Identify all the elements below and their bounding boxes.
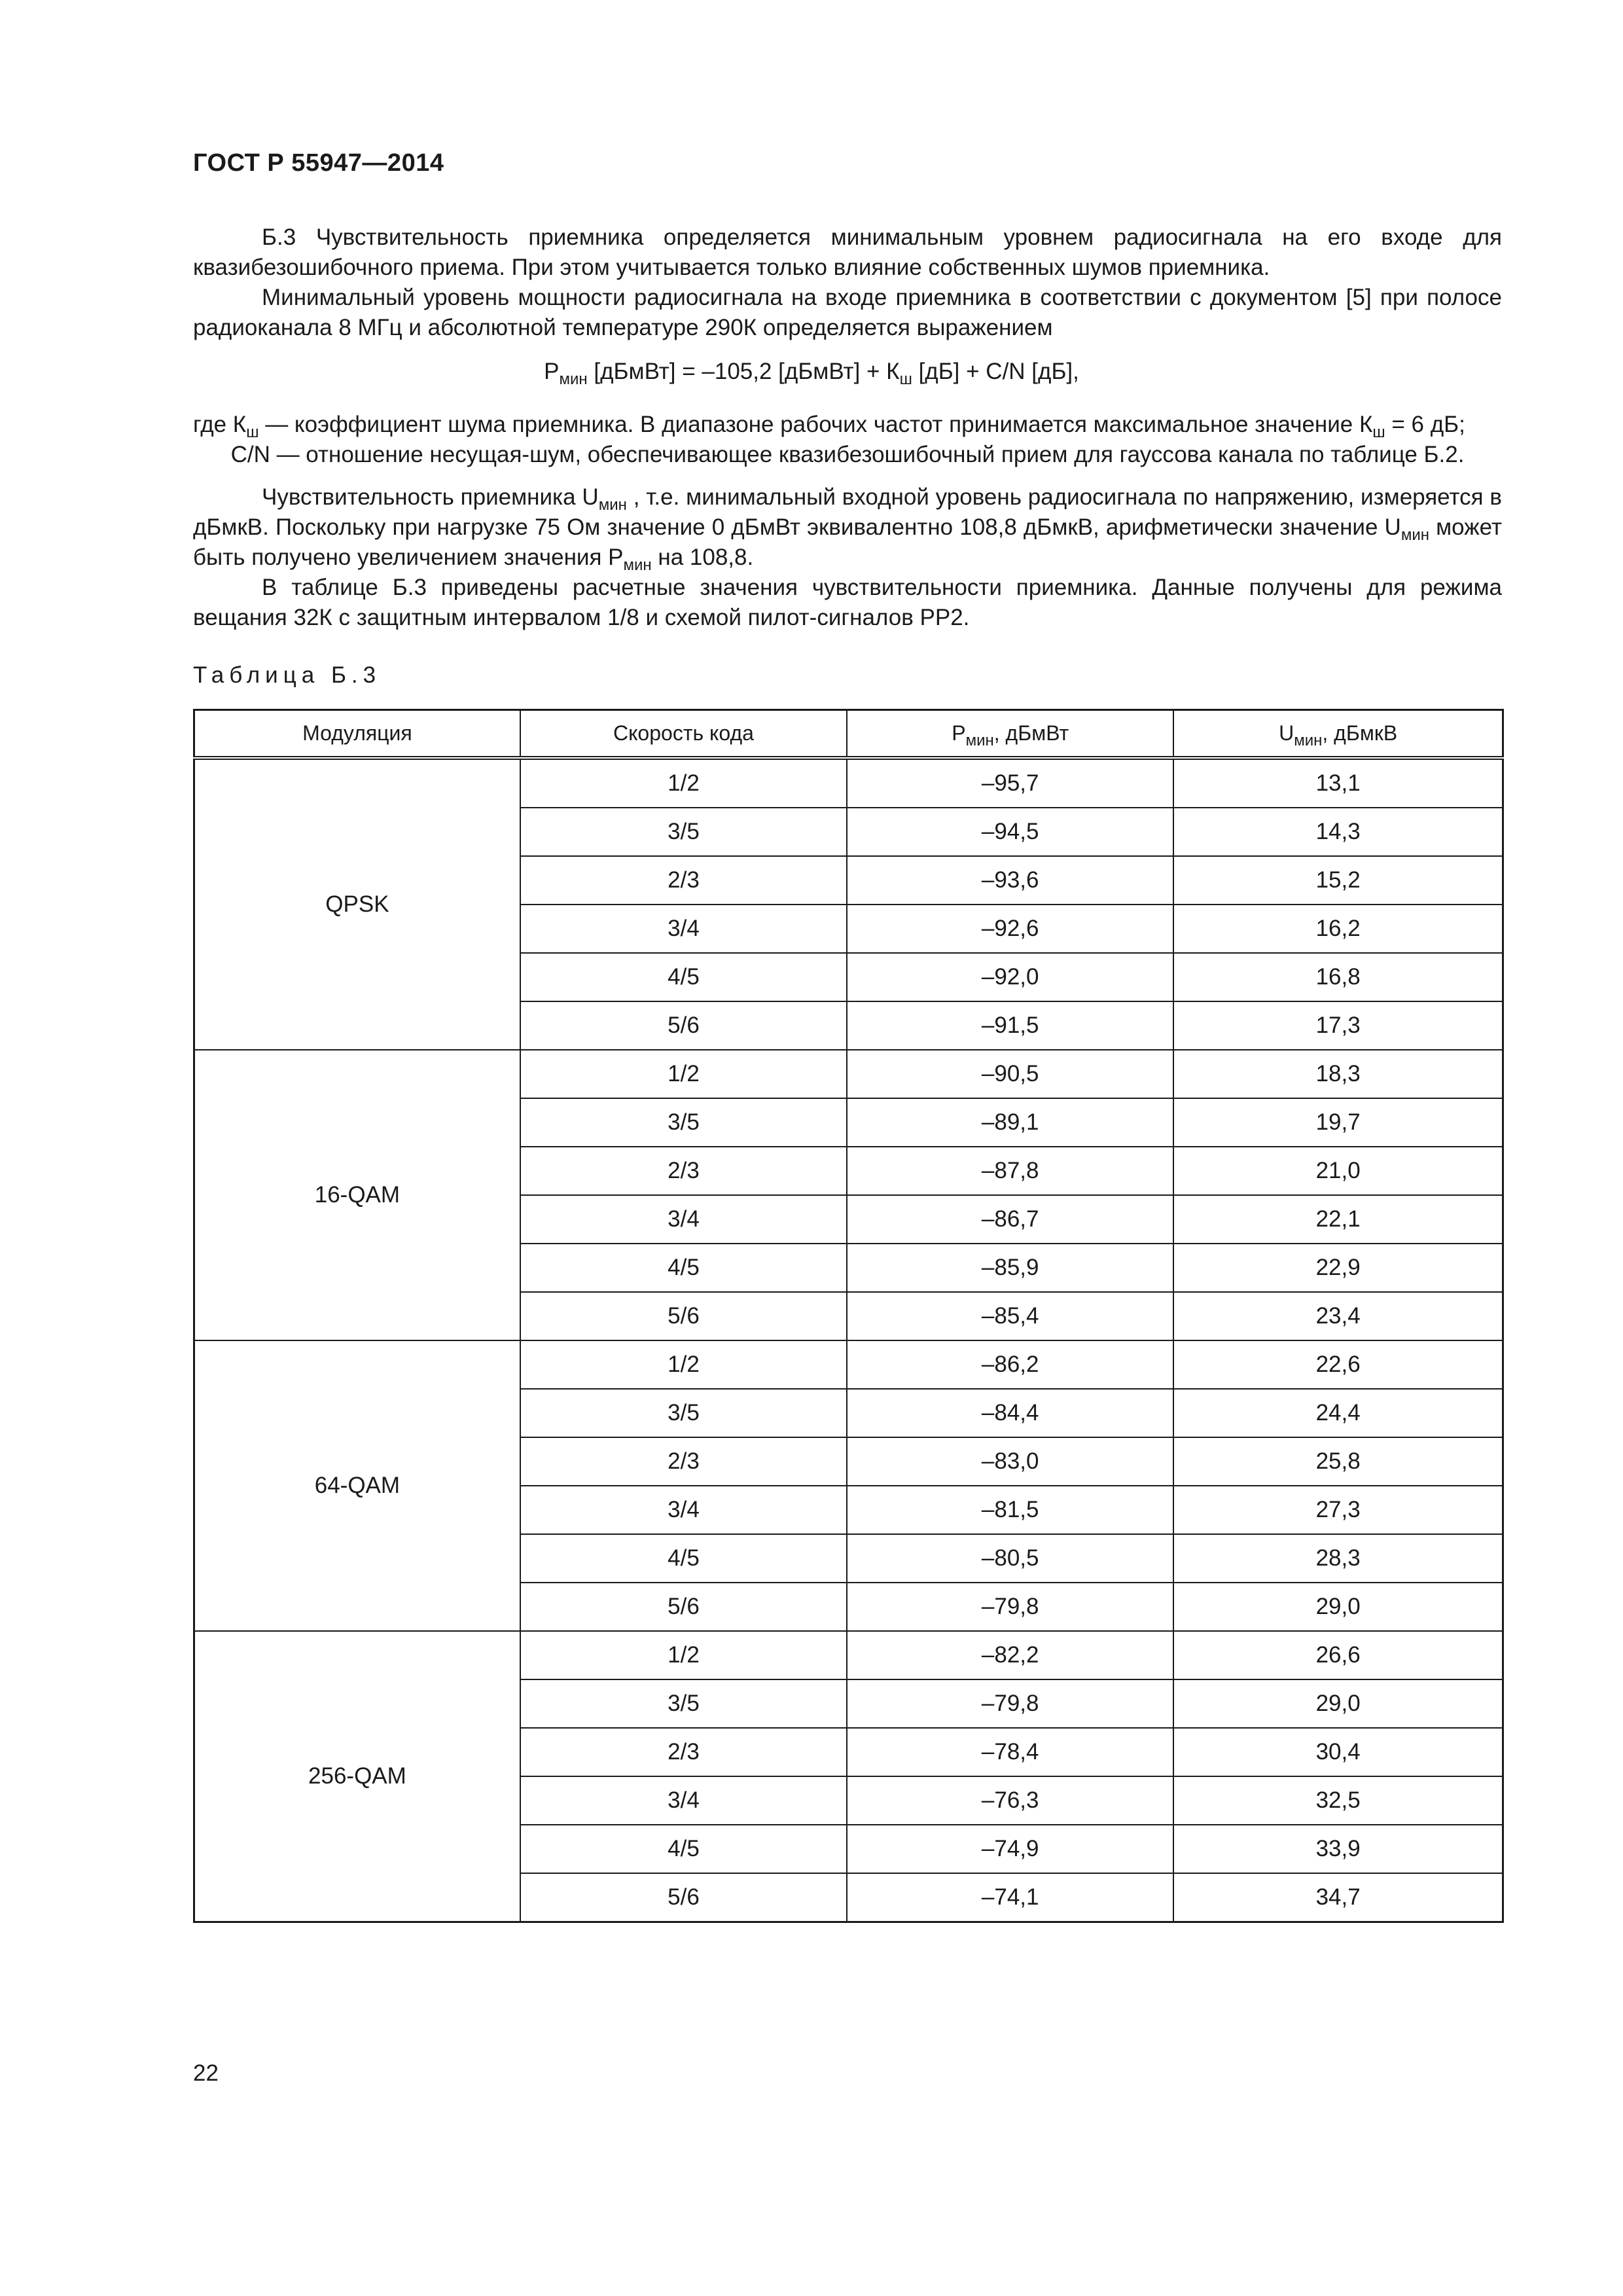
formula-mid: [дБмВт] = –105,2 [дБмВт] + К bbox=[587, 359, 900, 384]
p-min-cell: –83,0 bbox=[847, 1437, 1173, 1486]
p-min-cell: –79,8 bbox=[847, 1583, 1173, 1631]
u-min-cell: 16,2 bbox=[1173, 905, 1503, 953]
header-p-unit: , дБмВт bbox=[993, 721, 1069, 745]
code-rate-cell: 3/5 bbox=[520, 808, 847, 856]
legend-b: — коэффициент шума приемника. В диапазоне рабочих частот принимается максимальное значение К bbox=[259, 412, 1373, 437]
table-row bbox=[194, 758, 1503, 808]
code-rate-cell: 1/2 bbox=[520, 758, 847, 808]
table-body bbox=[194, 758, 1503, 1922]
header-u-sub: мин bbox=[1294, 732, 1323, 749]
p-min-cell: –86,2 bbox=[847, 1340, 1173, 1389]
p-min-cell: –78,4 bbox=[847, 1728, 1173, 1776]
header-p-min bbox=[847, 710, 1173, 759]
modulation-cell: 16-QAM bbox=[194, 1050, 520, 1340]
p-min-cell: –80,5 bbox=[847, 1534, 1173, 1583]
p-min-cell: –89,1 bbox=[847, 1098, 1173, 1147]
code-rate-cell: 3/5 bbox=[520, 1389, 847, 1437]
sensitivity-text bbox=[193, 482, 1502, 633]
p-min-cell: –74,9 bbox=[847, 1825, 1173, 1873]
u-min-cell: 24,4 bbox=[1173, 1389, 1503, 1437]
page-number: 22 bbox=[193, 2060, 219, 2086]
paragraph-table-intro: В таблице Б.3 приведены расчетные значения чувствительности приемника. Данные получены для режима вещания 32К с защитным интервалом 1/8 и схемой пилот-сигналов РР2. bbox=[193, 575, 1502, 630]
formula-end: [дБ] + С/N [дБ], bbox=[912, 359, 1079, 384]
sensitivity-table bbox=[193, 709, 1504, 1923]
code-rate-cell: 3/4 bbox=[520, 1776, 847, 1825]
u-min-cell: 30,4 bbox=[1173, 1728, 1503, 1776]
p-min-cell: –84,4 bbox=[847, 1389, 1173, 1437]
code-rate-cell: 1/2 bbox=[520, 1631, 847, 1679]
standard-title: ГОСТ Р 55947—2014 bbox=[193, 149, 444, 177]
table-row bbox=[194, 1050, 1503, 1098]
table-row bbox=[194, 1340, 1503, 1389]
code-rate-cell: 5/6 bbox=[520, 1583, 847, 1631]
intro-text bbox=[193, 223, 1502, 343]
code-rate-cell: 2/3 bbox=[520, 1728, 847, 1776]
code-rate-cell: 3/5 bbox=[520, 1098, 847, 1147]
table-caption: Таблица Б.3 bbox=[193, 662, 382, 688]
p-min-cell: –92,6 bbox=[847, 905, 1173, 953]
p3-d: на 108,8. bbox=[651, 545, 754, 570]
formula-legend bbox=[193, 410, 1502, 470]
modulation-cell: 256-QAM bbox=[194, 1631, 520, 1922]
u-min-cell: 18,3 bbox=[1173, 1050, 1503, 1098]
u-min-cell: 29,0 bbox=[1173, 1583, 1503, 1631]
u-min-cell: 23,4 bbox=[1173, 1292, 1503, 1340]
header-u-unit: , дБмкВ bbox=[1322, 721, 1398, 745]
header-p-symbol: P bbox=[952, 721, 966, 745]
code-rate-cell: 4/5 bbox=[520, 1244, 847, 1292]
code-rate-cell: 5/6 bbox=[520, 1873, 847, 1922]
legend-c: = 6 дБ; bbox=[1385, 412, 1465, 437]
p-min-cell: –94,5 bbox=[847, 808, 1173, 856]
code-rate-cell: 3/4 bbox=[520, 1486, 847, 1534]
u-min-cell: 19,7 bbox=[1173, 1098, 1503, 1147]
p-min-cell: –85,4 bbox=[847, 1292, 1173, 1340]
code-rate-cell: 2/3 bbox=[520, 856, 847, 905]
legend-line-noise bbox=[193, 410, 1502, 440]
p-min-cell: –91,5 bbox=[847, 1001, 1173, 1050]
modulation-cell: QPSK bbox=[194, 758, 520, 1050]
code-rate-cell: 1/2 bbox=[520, 1050, 847, 1098]
u-min-cell: 22,9 bbox=[1173, 1244, 1503, 1292]
header-modulation: Модуляция bbox=[194, 710, 520, 759]
code-rate-cell: 5/6 bbox=[520, 1292, 847, 1340]
u-min-cell: 26,6 bbox=[1173, 1631, 1503, 1679]
paragraph-sensitivity: Б.3 Чувствительность приемника определяется минимальным уровнем радиосигнала на его входе для квазибезошибочного приема. При этом учитывается только влияние собственных шумов приемника. bbox=[193, 224, 1502, 280]
legend-a: где К bbox=[193, 412, 247, 437]
u-min-cell: 15,2 bbox=[1173, 856, 1503, 905]
code-rate-cell: 2/3 bbox=[520, 1147, 847, 1195]
p-min-cell: –95,7 bbox=[847, 758, 1173, 808]
p-min-cell: –81,5 bbox=[847, 1486, 1173, 1534]
u-min-cell: 32,5 bbox=[1173, 1776, 1503, 1825]
u-min-cell: 33,9 bbox=[1173, 1825, 1503, 1873]
p-min-cell: –79,8 bbox=[847, 1679, 1173, 1728]
code-rate-cell: 4/5 bbox=[520, 1825, 847, 1873]
code-rate-cell: 1/2 bbox=[520, 1340, 847, 1389]
p3-c: может быть получено увеличением значения P bbox=[193, 514, 1502, 570]
table-header-row bbox=[194, 710, 1503, 759]
u-min-cell: 29,0 bbox=[1173, 1679, 1503, 1728]
formula-p-sub: мин bbox=[559, 370, 588, 388]
p3-a: Чувствительность приемника U bbox=[262, 484, 599, 510]
u-min-cell: 14,3 bbox=[1173, 808, 1503, 856]
modulation-cell: 64-QAM bbox=[194, 1340, 520, 1631]
p-min-cell: –76,3 bbox=[847, 1776, 1173, 1825]
u-min-cell: 25,8 bbox=[1173, 1437, 1503, 1486]
p-min-cell: –92,0 bbox=[847, 953, 1173, 1001]
paragraph-min-power: Минимальный уровень мощности радиосигнала на входе приемника в соответствии с документом [5] при полосе радиоканала 8 МГц и абсолютной температуре 290К определяется выражением bbox=[193, 285, 1502, 340]
legend-a-sub: ш bbox=[246, 423, 259, 441]
p-min-cell: –93,6 bbox=[847, 856, 1173, 905]
code-rate-cell: 2/3 bbox=[520, 1437, 847, 1486]
code-rate-cell: 4/5 bbox=[520, 953, 847, 1001]
u-min-cell: 16,8 bbox=[1173, 953, 1503, 1001]
u-min-cell: 13,1 bbox=[1173, 758, 1503, 808]
u-min-cell: 34,7 bbox=[1173, 1873, 1503, 1922]
code-rate-cell: 3/5 bbox=[520, 1679, 847, 1728]
code-rate-cell: 5/6 bbox=[520, 1001, 847, 1050]
header-u-symbol: U bbox=[1279, 721, 1294, 745]
paragraph-voltage bbox=[193, 482, 1502, 573]
p-min-cell: –74,1 bbox=[847, 1873, 1173, 1922]
formula-k-sub: ш bbox=[899, 370, 912, 388]
u-min-cell: 21,0 bbox=[1173, 1147, 1503, 1195]
table-row bbox=[194, 1631, 1503, 1679]
p3-b: , т.е. минимальный входной уровень радиосигнала по напряжению, измеряется в дБмкВ. Поскольку при нагрузке 75 Ом значение 0 дБмВт эквивалентно 108,8 дБмкВ, арифметически значение U bbox=[193, 484, 1502, 540]
p3-b-sub: мин bbox=[1400, 526, 1429, 544]
u-min-cell: 28,3 bbox=[1173, 1534, 1503, 1583]
p-min-cell: –90,5 bbox=[847, 1050, 1173, 1098]
code-rate-cell: 3/4 bbox=[520, 1195, 847, 1244]
formula-p: P bbox=[544, 359, 560, 384]
p-min-cell: –82,2 bbox=[847, 1631, 1173, 1679]
legend-b-sub: ш bbox=[1372, 423, 1385, 441]
code-rate-cell: 4/5 bbox=[520, 1534, 847, 1583]
p3-a-sub: мин bbox=[598, 496, 627, 514]
p-min-cell: –85,9 bbox=[847, 1244, 1173, 1292]
formula bbox=[0, 359, 1623, 388]
header-p-sub: мин bbox=[965, 732, 994, 749]
header-code-rate: Скорость кода bbox=[520, 710, 847, 759]
u-min-cell: 22,1 bbox=[1173, 1195, 1503, 1244]
legend-line-cn: С/N — отношение несущая-шум, обеспечивающее квазибезошибочный прием для гауссова канала по таблице Б.2. bbox=[230, 442, 1465, 467]
header-u-min bbox=[1173, 710, 1503, 759]
code-rate-cell: 3/4 bbox=[520, 905, 847, 953]
p-min-cell: –86,7 bbox=[847, 1195, 1173, 1244]
p-min-cell: –87,8 bbox=[847, 1147, 1173, 1195]
u-min-cell: 17,3 bbox=[1173, 1001, 1503, 1050]
p3-c-sub: мин bbox=[623, 556, 652, 574]
u-min-cell: 22,6 bbox=[1173, 1340, 1503, 1389]
u-min-cell: 27,3 bbox=[1173, 1486, 1503, 1534]
